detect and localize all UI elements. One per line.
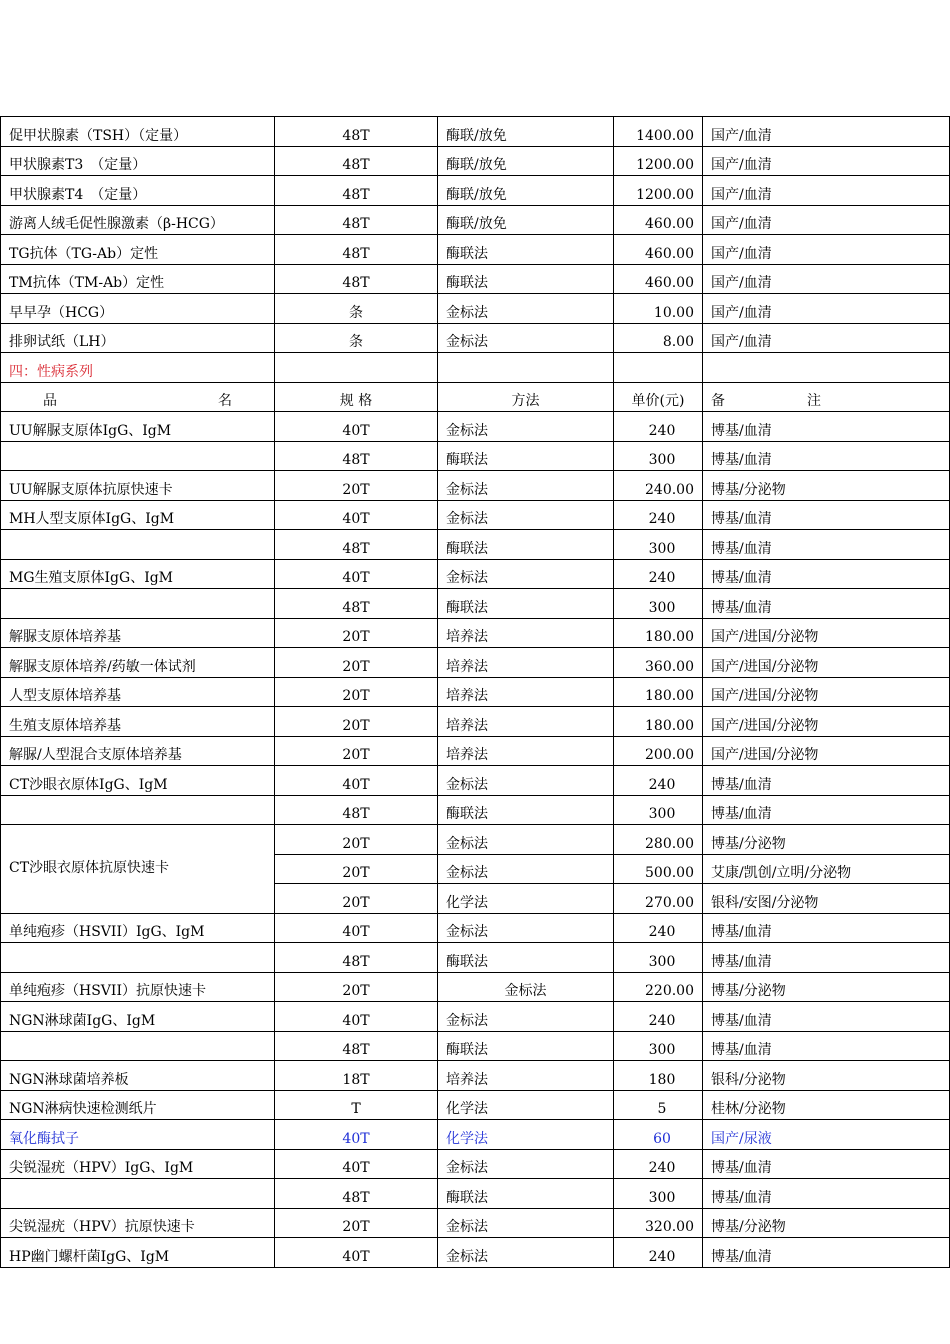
cell-note: 国产/进国/分泌物 xyxy=(703,736,950,766)
cell-price: 8.00 xyxy=(614,323,703,353)
cell-name: MG生殖支原体IgG、IgM xyxy=(1,559,275,589)
cell-name xyxy=(1,441,275,471)
cell-note: 博基/分泌物 xyxy=(703,972,950,1002)
cell-note: 博基/血清 xyxy=(703,913,950,943)
cell-name: HP幽门螺杆菌IgG、IgM xyxy=(1,1238,275,1268)
table-row xyxy=(1,913,950,943)
cell-note: 国产/血清 xyxy=(703,117,950,147)
table-row xyxy=(1,677,950,707)
table-row xyxy=(1,736,950,766)
cell-method: 金标法 xyxy=(438,412,614,442)
cell-note: 博基/血清 xyxy=(703,500,950,530)
cell-spec: 48T xyxy=(275,264,438,294)
cell-name: CT沙眼衣原体IgG、IgM xyxy=(1,766,275,796)
cell-spec: 48T xyxy=(275,1179,438,1209)
table-row xyxy=(1,1208,950,1238)
table-row xyxy=(1,943,950,973)
section-title: 四：性病系列 xyxy=(1,353,275,383)
header-note-2: 注 xyxy=(807,393,821,409)
cell-price: 180.00 xyxy=(614,618,703,648)
cell-spec: 20T xyxy=(275,736,438,766)
cell-note: 博基/血清 xyxy=(703,943,950,973)
cell-note: 国产/血清 xyxy=(703,146,950,176)
cell-empty xyxy=(703,353,950,383)
cell-method: 金标法 xyxy=(438,766,614,796)
header-name-2: 名 xyxy=(218,393,232,409)
cell-name: 生殖支原体培养基 xyxy=(1,707,275,737)
cell-name xyxy=(1,589,275,619)
cell-price: 300 xyxy=(614,530,703,560)
cell-method: 酶联法 xyxy=(438,943,614,973)
cell-price: 320.00 xyxy=(614,1208,703,1238)
cell-name: 甲状腺素T3 （定量） xyxy=(1,146,275,176)
cell-name: 促甲状腺素（TSH）（定量） xyxy=(1,117,275,147)
cell-method: 酶联法 xyxy=(438,530,614,560)
table-row xyxy=(1,1238,950,1268)
cell-method: 金标法 xyxy=(438,471,614,501)
cell-empty xyxy=(614,353,703,383)
header-name-1: 品 xyxy=(43,393,57,409)
cell-note: 博基/血清 xyxy=(703,559,950,589)
cell-spec: 18T xyxy=(275,1061,438,1091)
table-row xyxy=(1,235,950,265)
cell-note: 博基/血清 xyxy=(703,1238,950,1268)
header-method: 方法 xyxy=(438,382,614,412)
cell-spec: 40T xyxy=(275,1002,438,1032)
cell-spec: 20T xyxy=(275,648,438,678)
cell-spec: 条 xyxy=(275,323,438,353)
cell-price: 300 xyxy=(614,1031,703,1061)
cell-note: 博基/血清 xyxy=(703,795,950,825)
cell-name: 解脲/人型混合支原体培养基 xyxy=(1,736,275,766)
table-row xyxy=(1,205,950,235)
cell-note: 博基/血清 xyxy=(703,530,950,560)
cell-name: TM抗体（TM-Ab）定性 xyxy=(1,264,275,294)
cell-note: 博基/血清 xyxy=(703,1179,950,1209)
table-row xyxy=(1,146,950,176)
cell-name: UU解脲支原体IgG、IgM xyxy=(1,412,275,442)
cell-name: MH人型支原体IgG、IgM xyxy=(1,500,275,530)
cell-name: 排卵试纸（LH） xyxy=(1,323,275,353)
cell-method: 金标法 xyxy=(438,972,614,1002)
section-row xyxy=(1,353,950,383)
header-price: 单价(元) xyxy=(614,382,703,412)
table-row xyxy=(1,441,950,471)
cell-note: 博基/血清 xyxy=(703,412,950,442)
table-row xyxy=(1,1002,950,1032)
table-row xyxy=(1,972,950,1002)
cell-name: CT沙眼衣原体抗原快速卡 xyxy=(1,825,275,914)
table-row xyxy=(1,707,950,737)
cell-price: 240 xyxy=(614,500,703,530)
table-row xyxy=(1,589,950,619)
cell-spec: 48T xyxy=(275,441,438,471)
cell-spec: 40T xyxy=(275,1238,438,1268)
cell-name: 单纯疱疹（HSVII）IgG、IgM xyxy=(1,913,275,943)
table-row xyxy=(1,766,950,796)
cell-note: 博基/血清 xyxy=(703,441,950,471)
cell-method: 培养法 xyxy=(438,648,614,678)
cell-spec: 20T xyxy=(275,618,438,648)
cell-name: NGN淋病快速检测纸片 xyxy=(1,1090,275,1120)
cell-method: 酶联法 xyxy=(438,795,614,825)
cell-price: 5 xyxy=(614,1090,703,1120)
cell-spec: 48T xyxy=(275,530,438,560)
cell-method: 金标法 xyxy=(438,1238,614,1268)
header-note-1: 备 xyxy=(711,393,725,409)
cell-spec: 20T xyxy=(275,471,438,501)
cell-spec: 20T xyxy=(275,707,438,737)
cell-spec: 40T xyxy=(275,412,438,442)
cell-price: 240 xyxy=(614,559,703,589)
cell-note: 桂林/分泌物 xyxy=(703,1090,950,1120)
cell-note: 艾康/凯创/立明/分泌物 xyxy=(703,854,950,884)
cell-method: 培养法 xyxy=(438,618,614,648)
cell-method: 化学法 xyxy=(438,1090,614,1120)
cell-method: 酶联法 xyxy=(438,441,614,471)
cell-method: 酶联/放免 xyxy=(438,146,614,176)
cell-name: 甲状腺素T4 （定量） xyxy=(1,176,275,206)
cell-method: 酶联/放免 xyxy=(438,176,614,206)
cell-price: 240 xyxy=(614,766,703,796)
table-row xyxy=(1,530,950,560)
cell-price: 460.00 xyxy=(614,205,703,235)
cell-spec: 40T xyxy=(275,559,438,589)
cell-note: 国产/进国/分泌物 xyxy=(703,707,950,737)
cell-name: UU解脲支原体抗原快速卡 xyxy=(1,471,275,501)
cell-name: 人型支原体培养基 xyxy=(1,677,275,707)
cell-price: 180 xyxy=(614,1061,703,1091)
cell-price: 460.00 xyxy=(614,235,703,265)
table-row xyxy=(1,471,950,501)
cell-price: 240 xyxy=(614,412,703,442)
cell-spec: 48T xyxy=(275,176,438,206)
price-table-body xyxy=(1,117,950,1268)
cell-price: 1200.00 xyxy=(614,176,703,206)
cell-spec: 40T xyxy=(275,1120,438,1150)
cell-price: 240 xyxy=(614,1149,703,1179)
cell-note: 国产/血清 xyxy=(703,264,950,294)
cell-note: 博基/分泌物 xyxy=(703,471,950,501)
cell-method: 酶联法 xyxy=(438,235,614,265)
cell-note: 国产/进国/分泌物 xyxy=(703,618,950,648)
table-row xyxy=(1,412,950,442)
cell-note: 国产/血清 xyxy=(703,205,950,235)
cell-spec: 20T xyxy=(275,854,438,884)
table-row xyxy=(1,1031,950,1061)
cell-spec: 48T xyxy=(275,943,438,973)
cell-method: 金标法 xyxy=(438,1149,614,1179)
cell-method: 化学法 xyxy=(438,1120,614,1150)
cell-name: 解脲支原体培养基 xyxy=(1,618,275,648)
cell-price: 240 xyxy=(614,913,703,943)
cell-note: 银科/分泌物 xyxy=(703,1061,950,1091)
cell-name: NGN淋球菌培养板 xyxy=(1,1061,275,1091)
cell-name: 尖锐湿疣（HPV）抗原快速卡 xyxy=(1,1208,275,1238)
cell-method: 酶联/放免 xyxy=(438,205,614,235)
table-row xyxy=(1,1090,950,1120)
cell-spec: 20T xyxy=(275,972,438,1002)
cell-method: 金标法 xyxy=(438,913,614,943)
column-header-row xyxy=(1,382,950,412)
cell-price: 10.00 xyxy=(614,294,703,324)
cell-note: 博基/分泌物 xyxy=(703,1208,950,1238)
cell-note: 国产/进国/分泌物 xyxy=(703,677,950,707)
cell-note: 国产/尿液 xyxy=(703,1120,950,1150)
table-row xyxy=(1,176,950,206)
cell-name: NGN淋球菌IgG、IgM xyxy=(1,1002,275,1032)
cell-price: 60 xyxy=(614,1120,703,1150)
cell-name xyxy=(1,1031,275,1061)
cell-method: 金标法 xyxy=(438,854,614,884)
cell-price: 220.00 xyxy=(614,972,703,1002)
table-row xyxy=(1,648,950,678)
cell-spec: 20T xyxy=(275,884,438,914)
table-row xyxy=(1,294,950,324)
cell-price: 1400.00 xyxy=(614,117,703,147)
cell-spec: 20T xyxy=(275,677,438,707)
cell-spec: T xyxy=(275,1090,438,1120)
cell-method: 培养法 xyxy=(438,736,614,766)
table-row xyxy=(1,559,950,589)
cell-note: 国产/血清 xyxy=(703,235,950,265)
table-row xyxy=(1,500,950,530)
cell-spec: 40T xyxy=(275,766,438,796)
cell-method: 酶联法 xyxy=(438,1179,614,1209)
table-row xyxy=(1,1149,950,1179)
cell-empty xyxy=(438,353,614,383)
table-row xyxy=(1,1061,950,1091)
cell-price: 300 xyxy=(614,795,703,825)
cell-name: 早早孕（HCG） xyxy=(1,294,275,324)
cell-price: 1200.00 xyxy=(614,146,703,176)
cell-price: 180.00 xyxy=(614,707,703,737)
cell-note: 博基/血清 xyxy=(703,1031,950,1061)
header-spec: 规 格 xyxy=(275,382,438,412)
cell-price: 270.00 xyxy=(614,884,703,914)
cell-spec: 48T xyxy=(275,795,438,825)
price-table xyxy=(0,116,950,1268)
table-row xyxy=(1,825,950,855)
table-row xyxy=(1,618,950,648)
cell-method: 酶联法 xyxy=(438,264,614,294)
cell-name: 解脲支原体培养/药敏一体试剂 xyxy=(1,648,275,678)
cell-price: 300 xyxy=(614,441,703,471)
cell-method: 化学法 xyxy=(438,884,614,914)
cell-price: 300 xyxy=(614,1179,703,1209)
table-row xyxy=(1,1179,950,1209)
cell-spec: 48T xyxy=(275,589,438,619)
cell-method: 金标法 xyxy=(438,500,614,530)
cell-price: 240 xyxy=(614,1002,703,1032)
cell-price: 240 xyxy=(614,1238,703,1268)
cell-name: 氧化酶拭子 xyxy=(1,1120,275,1150)
cell-method: 金标法 xyxy=(438,294,614,324)
cell-price: 500.00 xyxy=(614,854,703,884)
cell-empty xyxy=(275,353,438,383)
cell-method: 培养法 xyxy=(438,677,614,707)
cell-name: TG抗体（TG-Ab）定性 xyxy=(1,235,275,265)
table-row xyxy=(1,323,950,353)
cell-note: 博基/分泌物 xyxy=(703,825,950,855)
cell-note: 博基/血清 xyxy=(703,1149,950,1179)
cell-spec: 48T xyxy=(275,146,438,176)
table-row xyxy=(1,264,950,294)
table-row xyxy=(1,117,950,147)
cell-spec: 48T xyxy=(275,235,438,265)
cell-price: 360.00 xyxy=(614,648,703,678)
cell-price: 280.00 xyxy=(614,825,703,855)
table-row xyxy=(1,795,950,825)
cell-method: 金标法 xyxy=(438,825,614,855)
cell-method: 金标法 xyxy=(438,1208,614,1238)
cell-spec: 48T xyxy=(275,1031,438,1061)
cell-method: 培养法 xyxy=(438,1061,614,1091)
cell-method: 金标法 xyxy=(438,559,614,589)
cell-method: 培养法 xyxy=(438,707,614,737)
cell-spec: 48T xyxy=(275,117,438,147)
cell-price: 180.00 xyxy=(614,677,703,707)
header-note xyxy=(703,382,950,412)
cell-note: 博基/血清 xyxy=(703,589,950,619)
cell-price: 300 xyxy=(614,589,703,619)
cell-name xyxy=(1,795,275,825)
cell-note: 博基/血清 xyxy=(703,766,950,796)
cell-method: 酶联法 xyxy=(438,589,614,619)
cell-name: 尖锐湿疣（HPV）IgG、IgM xyxy=(1,1149,275,1179)
cell-note: 博基/血清 xyxy=(703,1002,950,1032)
cell-method: 酶联/放免 xyxy=(438,117,614,147)
header-name xyxy=(1,382,275,412)
cell-spec: 48T xyxy=(275,205,438,235)
cell-name: 单纯疱疹（HSVII）抗原快速卡 xyxy=(1,972,275,1002)
cell-price: 300 xyxy=(614,943,703,973)
cell-method: 金标法 xyxy=(438,1002,614,1032)
cell-name xyxy=(1,1179,275,1209)
cell-spec: 40T xyxy=(275,913,438,943)
cell-price: 240.00 xyxy=(614,471,703,501)
cell-price: 460.00 xyxy=(614,264,703,294)
table-row xyxy=(1,1120,950,1150)
cell-note: 国产/血清 xyxy=(703,294,950,324)
cell-name xyxy=(1,943,275,973)
cell-note: 国产/进国/分泌物 xyxy=(703,648,950,678)
cell-price: 200.00 xyxy=(614,736,703,766)
cell-spec: 20T xyxy=(275,825,438,855)
cell-spec: 40T xyxy=(275,1149,438,1179)
cell-spec: 条 xyxy=(275,294,438,324)
cell-note: 国产/血清 xyxy=(703,323,950,353)
cell-spec: 40T xyxy=(275,500,438,530)
cell-note: 国产/血清 xyxy=(703,176,950,206)
cell-name xyxy=(1,530,275,560)
cell-method: 酶联法 xyxy=(438,1031,614,1061)
cell-note: 银科/安图/分泌物 xyxy=(703,884,950,914)
cell-method: 金标法 xyxy=(438,323,614,353)
cell-spec: 20T xyxy=(275,1208,438,1238)
cell-name: 游离人绒毛促性腺激素（β-HCG） xyxy=(1,205,275,235)
